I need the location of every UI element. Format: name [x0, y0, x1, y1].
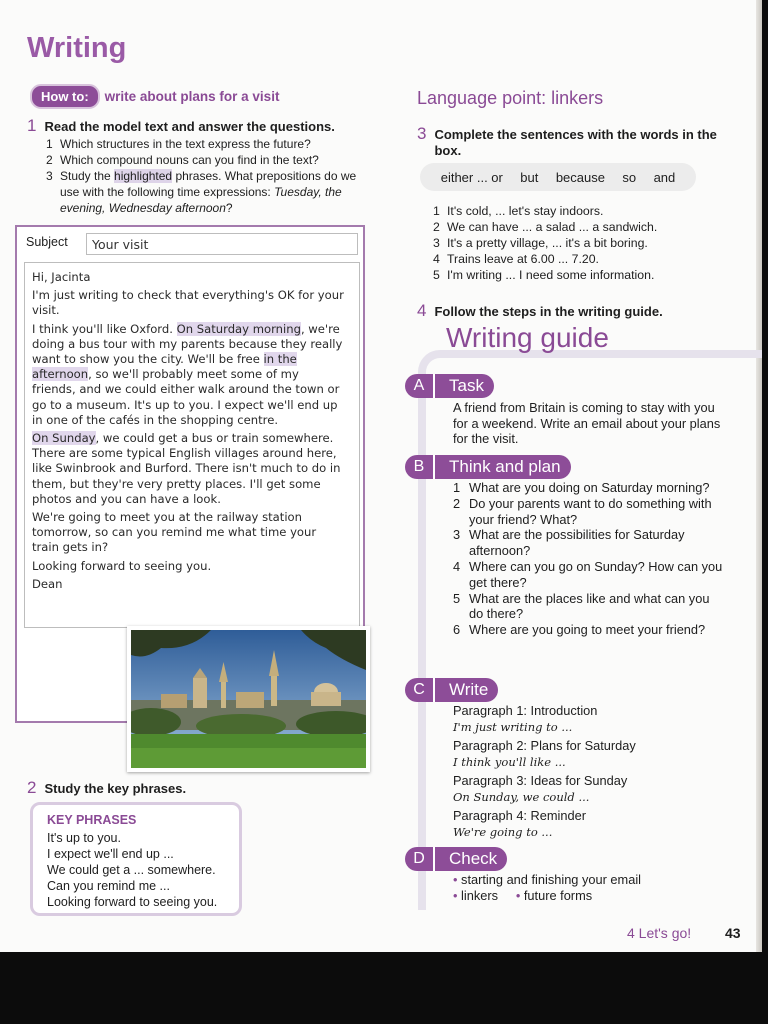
- item-number: 4: [433, 252, 440, 266]
- item-text: It's cold, ... let's stay indoors.: [447, 204, 604, 218]
- item-text: future forms: [523, 888, 593, 903]
- page-title: Writing: [27, 32, 127, 64]
- item-number: 2: [433, 220, 440, 234]
- step-letter: D: [405, 847, 433, 871]
- task-text: A friend from Britain is coming to stay with you for a weekend. Write an email about your plans for the visit.: [453, 400, 721, 447]
- item-number: 5: [433, 268, 440, 282]
- key-phrase: Looking forward to seeing you.: [47, 895, 218, 909]
- paragraph-title: Paragraph 2: Plans for Saturday: [453, 738, 636, 753]
- item-number: 2: [453, 495, 461, 511]
- item-text: What are the places like and what can you do there?: [469, 590, 710, 622]
- item-text: What are you doing on Saturday morning?: [469, 480, 710, 495]
- list-item: [433, 203, 713, 219]
- bullet-icon: •: [453, 888, 458, 903]
- key-phrases-title: KEY PHRASES: [47, 813, 137, 827]
- step-check-badge: [405, 847, 507, 871]
- item-number: 1: [433, 204, 440, 218]
- item-number: 3: [46, 169, 53, 183]
- oxford-photo: [127, 626, 370, 772]
- check-list: [453, 872, 641, 904]
- word-box-item: because: [555, 169, 605, 185]
- list-item: [453, 496, 723, 528]
- highlighted-phrase: On Sunday: [32, 431, 96, 446]
- list-item: [433, 235, 713, 251]
- email-closing: Looking forward to seeing you.: [32, 558, 212, 573]
- item-number: 3: [453, 527, 461, 543]
- item-text: Where can you go on Sunday? How can you get there?: [469, 558, 723, 590]
- item-number: 5: [453, 590, 461, 606]
- exercise-number: 2: [27, 778, 37, 797]
- exercise-number: 1: [27, 116, 37, 135]
- paragraph-title: Paragraph 1: Introduction: [453, 703, 598, 718]
- step-plan-badge: [405, 455, 571, 479]
- exercise-1-questions: [46, 136, 376, 216]
- list-item: [453, 872, 641, 888]
- bullet-icon: •: [515, 888, 521, 903]
- exercise-2-heading: [27, 778, 186, 798]
- list-item: [46, 168, 376, 216]
- step-letter: C: [405, 678, 433, 702]
- highlighted-word: highlighted: [114, 169, 173, 183]
- word-box: [420, 163, 696, 191]
- item-text: Which compound nouns can you find in the text?: [60, 153, 319, 167]
- email-paragraph: I'm just writing to check that everything's OK for your visit.: [32, 288, 344, 318]
- list-item: [453, 480, 723, 496]
- step-letter: B: [405, 455, 433, 479]
- subject-label: Subject: [26, 235, 68, 249]
- email-paragraph: On Sunday, we could get a bus or train somewhere. There are some typical English villages around here, like Swinbrook and Burford. There isn't much to do in them, but they're very pretty places. I'll get some photos and you can have a look.: [32, 431, 341, 506]
- key-phrases-box: [30, 802, 242, 916]
- key-phrase: We could get a ... somewhere.: [47, 863, 216, 877]
- list-item: [453, 622, 723, 638]
- exercise-3-heading: [417, 124, 717, 159]
- exercise-3-sentences: [433, 203, 713, 283]
- email-paragraph: I think you'll like Oxford. On Saturday morning, we're doing a bus tour with my parents because they really want to show you the city. We'll be free in the afternoon, so we'll probably meet some of my friends, and we could either walk around the town or go to a museum. It's up to you. I expect we'll end up in one of the cafés in the shopping centre.: [32, 321, 343, 427]
- highlighted-phrase: in the afternoon: [32, 352, 297, 382]
- write-paragraph-guide: [453, 703, 723, 843]
- bullet-icon: •: [453, 872, 458, 887]
- item-text: I'm writing ... I need some information.: [447, 268, 655, 282]
- item-text: It's a pretty village, ... it's a bit boring.: [447, 236, 648, 250]
- list-item: [46, 152, 376, 168]
- item-text: linkers: [461, 888, 499, 903]
- list-item: [453, 527, 723, 559]
- list-item: [433, 267, 713, 283]
- how-to-text: write about plans for a visit: [104, 89, 280, 104]
- item-number: 1: [453, 480, 461, 495]
- step-write-badge: [405, 678, 498, 702]
- exercise-4-heading: [417, 301, 663, 321]
- writing-guide-title: Writing guide: [446, 322, 609, 353]
- page-number: 43: [725, 925, 741, 941]
- list-item: [453, 559, 723, 591]
- subject-field: Your visit: [86, 233, 358, 255]
- list-item: [453, 591, 723, 623]
- item-text: Do your parents want to do something with your friend? What?: [469, 495, 712, 527]
- paragraph-example: We're going to ...: [453, 825, 553, 839]
- list-item: [46, 136, 376, 152]
- email-greeting: Hi, Jacinta: [32, 270, 91, 284]
- language-point-title: Language point: linkers: [417, 88, 604, 108]
- key-phrase: I expect we'll end up ...: [47, 847, 174, 861]
- list-item: [433, 219, 713, 235]
- paragraph-title: Paragraph 4: Reminder: [453, 808, 587, 823]
- word-box-item: either ... or: [440, 169, 503, 185]
- exercise-number: 4: [417, 301, 427, 320]
- plan-questions: [453, 480, 723, 638]
- key-phrase: Can you remind me ...: [47, 879, 170, 893]
- exercise-1-heading: [27, 116, 335, 136]
- list-item: [453, 888, 641, 904]
- item-number: 6: [453, 622, 461, 638]
- item-number: 4: [453, 558, 461, 574]
- exercise-instruction: Read the model text and answer the questions.: [44, 119, 335, 134]
- list-item: [433, 251, 713, 267]
- item-text: What are the possibilities for Saturday afternoon?: [469, 527, 685, 559]
- email-body-text: [32, 270, 344, 595]
- word-box-item: and: [653, 169, 676, 185]
- item-text: We can have ... a salad ... a sandwich.: [447, 220, 658, 234]
- highlighted-phrase: On Saturday morning: [176, 321, 301, 336]
- paragraph-example: I think you'll like ...: [453, 755, 566, 769]
- email-paragraph: We're going to meet you at the railway station tomorrow, so can you remind me what time your train gets in?: [32, 510, 317, 555]
- step-task-badge: [405, 374, 494, 398]
- exercise-instruction: Study the key phrases.: [44, 781, 187, 796]
- paragraph-example: On Sunday, we could ...: [453, 790, 590, 804]
- how-to-row: [30, 84, 279, 109]
- item-text: Which structures in the text express the future?: [60, 137, 311, 151]
- step-label: Write: [433, 678, 498, 702]
- step-label: Think and plan: [433, 455, 571, 479]
- word-box-item: so: [622, 169, 637, 185]
- step-label: Check: [433, 847, 507, 871]
- exercise-instruction: Follow the steps in the writing guide.: [434, 304, 663, 319]
- exercise-instruction: Complete the sentences with the words in the box.: [434, 127, 717, 158]
- email-signature: Dean: [32, 576, 63, 591]
- step-letter: A: [405, 374, 433, 398]
- oxford-skyline-illustration: [131, 630, 366, 768]
- exercise-number: 3: [417, 124, 427, 143]
- item-text: Study the highlighted phrases. What prepositions do we use with the following time expressions: Tuesday, the evening, Wednesday afternoon?: [60, 169, 357, 215]
- step-label: Task: [433, 374, 494, 398]
- item-text: Where are you going to meet your friend?: [469, 622, 706, 638]
- item-number: 3: [433, 236, 440, 250]
- item-number: 1: [46, 137, 53, 151]
- paragraph-example: I'm just writing to ...: [453, 720, 573, 734]
- item-text: starting and finishing your email: [461, 872, 642, 887]
- paragraph-title: Paragraph 3: Ideas for Sunday: [453, 773, 628, 788]
- item-text: Trains leave at 6.00 ... 7.20.: [447, 252, 599, 266]
- word-box-item: but: [520, 169, 539, 185]
- how-to-pill: How to:: [30, 84, 100, 109]
- footer-unit-title: 4 Let's go!: [627, 925, 692, 941]
- key-phrase: It's up to you.: [47, 831, 121, 845]
- item-number: 2: [46, 153, 53, 167]
